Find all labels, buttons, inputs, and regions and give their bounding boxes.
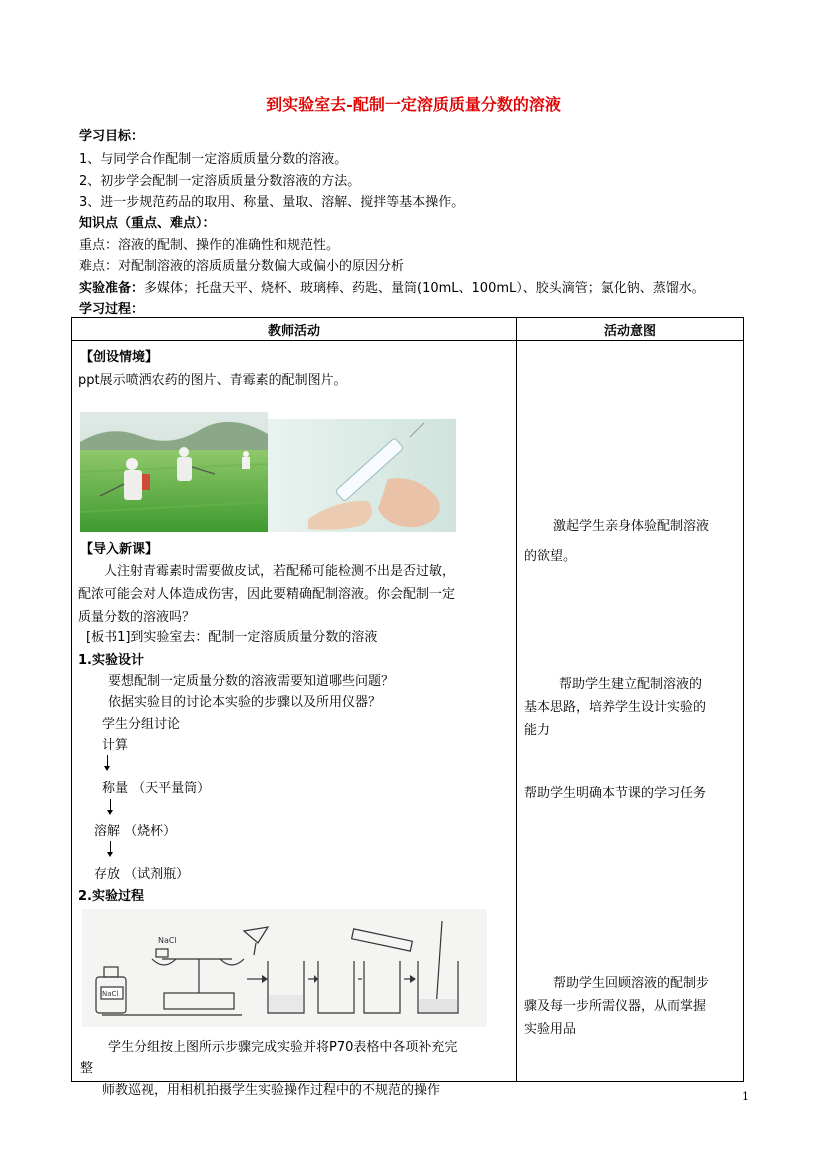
intent-2-line-1: 帮助学生建立配制溶液的 <box>559 677 703 692</box>
col-header-teacher: 教师活动 <box>72 318 517 341</box>
intro-line-1: 人注射青霉素时需要做皮试，若配稀可能检测不出是否过敏， <box>104 564 456 579</box>
scene-heading: 【创设情境】 <box>80 350 159 365</box>
process-heading: 学习过程： <box>79 302 145 317</box>
step-weigh: 称量 （天平量筒） <box>102 781 211 796</box>
intent-4-line-2: 骤及每一步所需仪器，从而掌握 <box>524 999 707 1014</box>
objective-2: 2、初步学会配制一定溶质质量分数溶液的方法。 <box>79 174 361 189</box>
design-heading: 1.实验设计 <box>78 653 144 668</box>
step-dissolve: 溶解 （烧杯） <box>94 824 177 839</box>
arrow-down-icon <box>110 799 111 811</box>
bottle-label: NaCl <box>102 990 119 998</box>
objective-1: 1、与同学合作配制一定溶质质量分数的溶液。 <box>79 152 348 167</box>
preparation-label: 实验准备： <box>79 281 145 296</box>
intent-3: 帮助学生明确本节课的学习任务 <box>524 786 707 801</box>
knowledge-heading: 知识点（重点、难点）： <box>79 216 216 231</box>
intro-heading: 【导入新课】 <box>80 542 159 557</box>
process-line-3: 师教巡视，用相机拍摄学生实验操作过程中的不规范的操作 <box>102 1083 441 1098</box>
intent-1-line-1: 激起学生亲身体验配制溶液 <box>553 519 710 534</box>
process-step-heading: 2.实验过程 <box>78 889 144 904</box>
pesticide-spraying-photo <box>80 412 268 532</box>
arrow-down-icon <box>110 841 111 853</box>
intro-line-2: 配浓可能会对人体造成伤害，因此要精确配制溶液。你会配制一定 <box>78 587 456 602</box>
design-question-1: 要想配制一定质量分数的溶液需要知道哪些问题？ <box>108 674 395 689</box>
key-point: 重点：溶液的配制、操作的准确性和规范性。 <box>79 238 340 253</box>
intent-2-line-3: 能力 <box>524 723 551 738</box>
document-title: 到实验室去-配制一定溶质质量分数的溶液 <box>266 95 561 114</box>
step-calculate: 计算 <box>102 738 129 753</box>
process-line-2: 整 <box>80 1061 94 1076</box>
process-line-1: 学生分组按上图所示步骤完成实验并将P70表格中各项补充完 <box>108 1040 458 1055</box>
scene-text: ppt展示喷洒农药的图片、青霉素的配制图片。 <box>78 373 347 388</box>
intent-cell <box>517 341 744 1082</box>
nacl-label: NaCl <box>158 936 177 945</box>
intro-line-3: 质量分数的溶液吗？ <box>78 610 196 625</box>
intent-4-line-1: 帮助学生回顾溶液的配制步 <box>553 976 710 991</box>
experiment-procedure-diagram <box>82 909 487 1027</box>
teacher-activity-cell <box>72 341 517 1098</box>
page-number: 1 <box>742 1090 749 1103</box>
group-discussion: 学生分组讨论 <box>102 717 181 732</box>
objective-3: 3、进一步规范药品的取用、称量、量取、溶解、搅拌等基本操作。 <box>79 195 465 210</box>
lesson-table <box>71 317 744 1098</box>
intent-4-line-3: 实验用品 <box>524 1022 577 1037</box>
difficult-point: 难点：对配制溶液的溶质质量分数偏大或偏小的原因分析 <box>79 259 405 274</box>
intent-1-line-2: 的欲望。 <box>524 549 577 564</box>
intent-2-line-2: 基本思路，培养学生设计实验的 <box>524 700 707 715</box>
preparation-text: 多媒体；托盘天平、烧杯、玻璃棒、药匙、量筒(10mL、100mL）、胶头滴管；氯化钠、蒸馏水。 <box>144 281 705 296</box>
col-header-intent: 活动意图 <box>517 318 744 341</box>
preparation <box>79 277 705 296</box>
design-question-2: 依据实验目的讨论本实验的步骤以及所用仪器？ <box>108 695 382 710</box>
board-note: [板书1]到实验室去：配制一定溶质质量分数的溶液 <box>86 630 378 645</box>
step-store: 存放 （试剂瓶） <box>94 867 190 882</box>
arrow-down-icon <box>107 755 108 767</box>
penicillin-syringe-photo <box>268 419 456 532</box>
objectives-heading: 学习目标： <box>79 129 145 144</box>
